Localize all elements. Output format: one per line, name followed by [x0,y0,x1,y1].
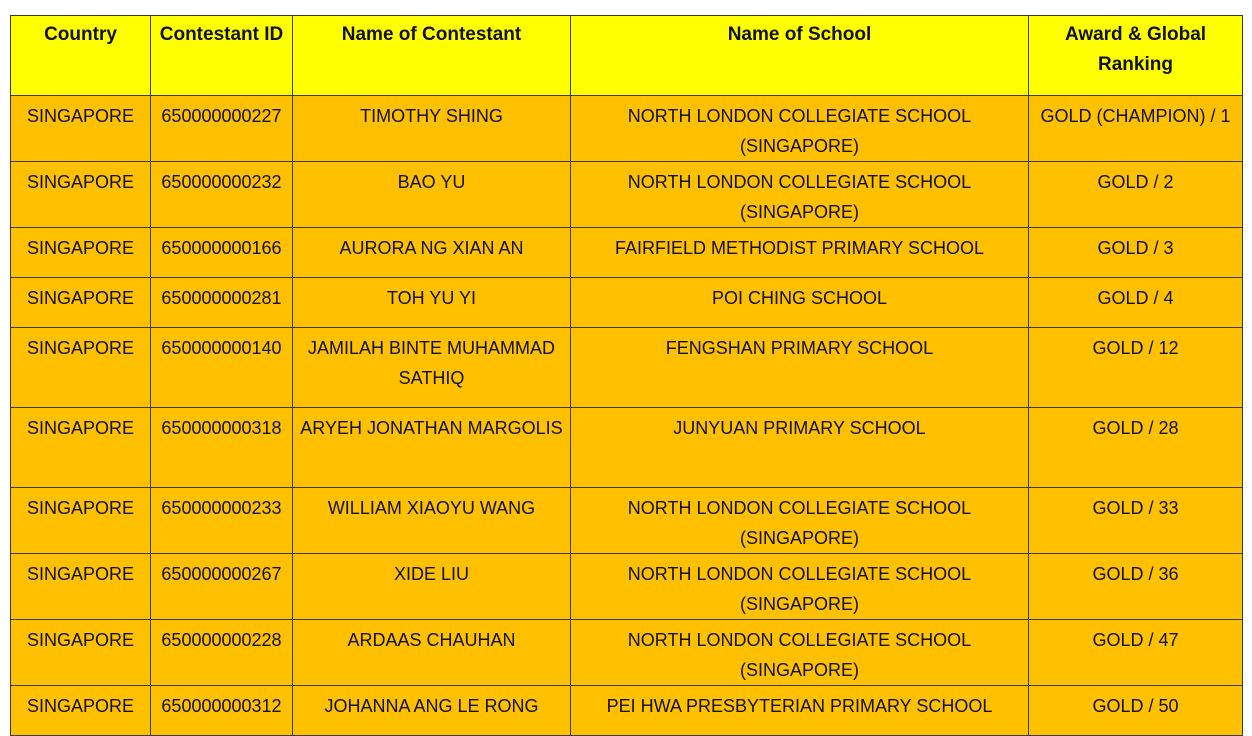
table-row [11,620,1243,686]
header-award-ranking: Award & Global Ranking [1029,16,1243,96]
contestant-name-cell: WILLIAM XIAOYU WANG [293,488,571,554]
table-row [11,488,1243,554]
contestant-id-cell: 650000000318 [151,408,293,488]
award-ranking-cell: GOLD / 3 [1029,228,1243,278]
contestant-id-cell: 650000000232 [151,162,293,228]
contestant-name-cell: ARDAAS CHAUHAN [293,620,571,686]
award-ranking-cell: GOLD (CHAMPION) / 1 [1029,96,1243,162]
header-school-name: Name of School [571,16,1029,96]
award-ranking-cell: GOLD / 36 [1029,554,1243,620]
table-row [11,162,1243,228]
contestant-id-cell: 650000000140 [151,328,293,408]
header-row [11,16,1243,96]
school-name-cell: NORTH LONDON COLLEGIATE SCHOOL (SINGAPORE) [571,620,1029,686]
school-name-cell: NORTH LONDON COLLEGIATE SCHOOL (SINGAPORE) [571,162,1029,228]
award-ranking-cell: GOLD / 2 [1029,162,1243,228]
contestant-id-cell: 650000000227 [151,96,293,162]
table-row [11,554,1243,620]
table-row [11,328,1243,408]
country-cell: SINGAPORE [11,408,151,488]
country-cell: SINGAPORE [11,554,151,620]
contestant-id-cell: 650000000312 [151,686,293,736]
contestant-id-cell: 650000000228 [151,620,293,686]
header-contestant-name: Name of Contestant [293,16,571,96]
contestant-name-cell: JAMILAH BINTE MUHAMMAD SATHIQ [293,328,571,408]
header-contestant-id: Contestant ID [151,16,293,96]
school-name-cell: FENGSHAN PRIMARY SCHOOL [571,328,1029,408]
contestant-id-cell: 650000000166 [151,228,293,278]
table-row [11,408,1243,488]
table-row [11,228,1243,278]
school-name-cell: NORTH LONDON COLLEGIATE SCHOOL (SINGAPORE) [571,488,1029,554]
award-ranking-cell: GOLD / 12 [1029,328,1243,408]
contestant-name-cell: TOH YU YI [293,278,571,328]
results-table [10,15,1243,736]
table-row [11,278,1243,328]
school-name-cell: JUNYUAN PRIMARY SCHOOL [571,408,1029,488]
award-ranking-cell: GOLD / 47 [1029,620,1243,686]
award-ranking-cell: GOLD / 50 [1029,686,1243,736]
header-country: Country [11,16,151,96]
contestant-name-cell: XIDE LIU [293,554,571,620]
contestant-id-cell: 650000000281 [151,278,293,328]
country-cell: SINGAPORE [11,278,151,328]
contestant-name-cell: TIMOTHY SHING [293,96,571,162]
school-name-cell: POI CHING SCHOOL [571,278,1029,328]
school-name-cell: NORTH LONDON COLLEGIATE SCHOOL (SINGAPORE) [571,96,1029,162]
contestant-name-cell: JOHANNA ANG LE RONG [293,686,571,736]
country-cell: SINGAPORE [11,686,151,736]
country-cell: SINGAPORE [11,328,151,408]
country-cell: SINGAPORE [11,162,151,228]
country-cell: SINGAPORE [11,96,151,162]
school-name-cell: NORTH LONDON COLLEGIATE SCHOOL (SINGAPORE) [571,554,1029,620]
contestant-id-cell: 650000000267 [151,554,293,620]
contestant-name-cell: ARYEH JONATHAN MARGOLIS [293,408,571,488]
award-ranking-cell: GOLD / 33 [1029,488,1243,554]
country-cell: SINGAPORE [11,620,151,686]
table-row [11,686,1243,736]
school-name-cell: PEI HWA PRESBYTERIAN PRIMARY SCHOOL [571,686,1029,736]
country-cell: SINGAPORE [11,228,151,278]
table-row [11,96,1243,162]
country-cell: SINGAPORE [11,488,151,554]
contestant-name-cell: AURORA NG XIAN AN [293,228,571,278]
award-ranking-cell: GOLD / 28 [1029,408,1243,488]
school-name-cell: FAIRFIELD METHODIST PRIMARY SCHOOL [571,228,1029,278]
contestant-id-cell: 650000000233 [151,488,293,554]
contestant-name-cell: BAO YU [293,162,571,228]
award-ranking-cell: GOLD / 4 [1029,278,1243,328]
